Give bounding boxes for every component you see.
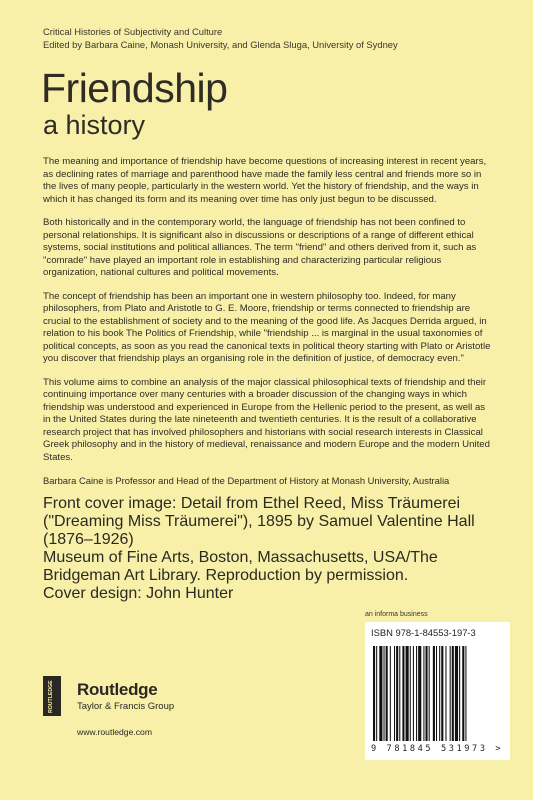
blurb [43, 156, 495, 614]
blurb-paragraph-1: The meaning and importance of friendship have become questions of increasing interest in recent years, as declining rates of marriage and parenthood have made the family less central and friends more so in the lives of many people, particularly in the western world. Yet the history of friendship, and the ways in which it has changed its form and its meaning over time has only just begun to be discussed. [43, 156, 487, 205]
logo-vertical-text: ROUTLEDGE [48, 680, 54, 713]
blurb-paragraph-3: The concept of friendship has been an important one in western philosophy too. Indeed, for many philosophers, from Plato and Aristotle to G. E. Moore, friendship or terms connected to friendship are crucial to the establishment of society and to the meaning of the good life. As Jacques Derrida argued, in relation to his book The Politics of Friendship, while "friendship ... is marginal in the usual taxonomies of political concepts, as soon as you read the canonical texts in political theory starting with Plato or Aristotle you discover that friendship plays an organising role in the definition of justice, of democracy even." [43, 290, 491, 364]
routledge-logo-icon [43, 676, 61, 716]
isbn-number: ISBN 978-1-84553-197-3 [371, 627, 476, 638]
publisher-url[interactable]: www.routledge.com [77, 727, 152, 737]
imprint-label: an informa business [365, 611, 428, 618]
credit-line-2: Museum of Fine Arts, Boston, Massachusetts, USA/The Bridgeman Art Library. Reproduction by permission. [43, 548, 438, 584]
blurb-paragraph-4: This volume aims to combine an analysis of the major classical philosophical texts of friendship and their continuing importance over many centuries with a broader discussion of the changing ways in which friendship was understood and experienced in Europe from the Hellenic period to the present, as well as in the United States during the late nineteenth and twentieth centuries. It is the result of a collaborative research project that has involved philosophers and historians with social research interests in Classical Greek philosophy and in the history of medieval, renaissance and modern Europe and the modern United States. [43, 376, 490, 463]
book-subtitle: a history [43, 110, 146, 140]
publisher-name: Routledge [77, 680, 158, 699]
author-bio: Barbara Caine is Professor and Head of the Department of History at Monash University, Australia [43, 475, 450, 486]
publisher-group: Taylor & Francis Group [77, 701, 175, 712]
credit-line-1: Front cover image: Detail from Ethel Reed, Miss Träumerei ("Dreaming Miss Träumerei"), 1895 by Samuel Valentine Hall (1876–1926) [43, 494, 475, 548]
series-editors: Edited by Barbara Caine, Monash University, and Glenda Sluga, University of Sydney [43, 38, 398, 50]
series-name: Critical Histories of Subjectivity and Culture [43, 26, 223, 37]
book-title: Friendship [41, 65, 228, 111]
isbn-barcode-block [365, 622, 510, 760]
barcode-digits: 9 781845 531973 > [371, 744, 504, 754]
credit-line-3: Cover design: John Hunter [43, 584, 234, 602]
series-header [43, 26, 398, 51]
barcode-icon [371, 646, 504, 741]
blurb-paragraph-2: Both historically and in the contemporary world, the language of friendship has not been confined to personal relationships. It is significant also in discussions or descriptions of a range of different ethical systems, social institutions and political alliances. The term "friend" and others derived from it, such as "comrade" have played an important role in establishing and characterizing particular religious organization, national cultures and political movements. [43, 217, 477, 278]
